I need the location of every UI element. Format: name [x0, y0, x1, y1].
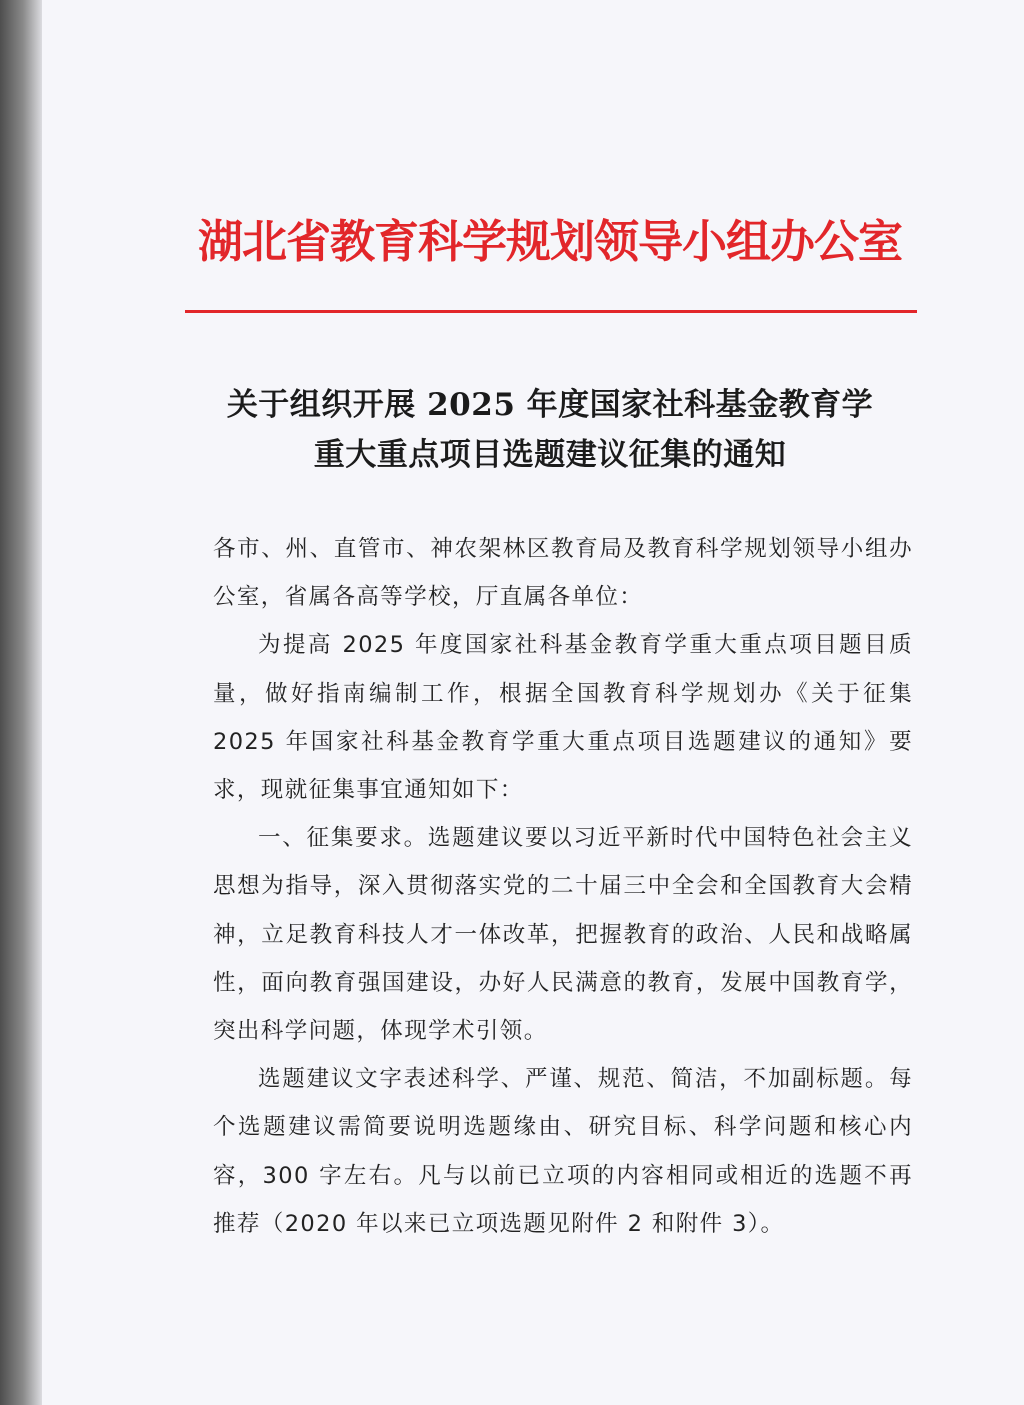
- requirements-paragraph: 一、征集要求。选题建议要以习近平新时代中国特色社会主义思想为指导，深入贯彻落实党的二十届三中全会和全国教育大会精神，立足教育科技人才一体改革，把握教育的政治、人民和战略属性，面向教育强国建设，办好人民满意的教育，发展中国教育学，突出科学问题，体现学术引领。: [213, 825, 913, 1045]
- document-body: [213, 525, 913, 1248]
- document-title: [150, 380, 950, 480]
- title-line-2: 重大重点项目选题建议征集的通知: [313, 437, 787, 473]
- issuing-org-header: 湖北省教育科学规划领导小组办公室: [197, 215, 902, 268]
- scan-shadow-edge: [0, 0, 42, 1405]
- format-paragraph: 选题建议文字表述科学、严谨、规范、简洁，不加副标题。每个选题建议需简要说明选题缘由、研究目标、科学问题和核心内容，300 字左右。凡与以前已立项的内容相同或相近的选题不再推荐（2020 年以来已立项选题见附件 2 和附件 3）。: [213, 1066, 913, 1237]
- header-red-rule: [185, 310, 917, 313]
- addressee-paragraph: 各市、州、直管市、神农架林区教育局及教育科学规划领导小组办公室，省属各高等学校，厅直属各单位：: [213, 536, 913, 611]
- intro-paragraph: 为提高 2025 年度国家社科基金教育学重大重点项目题目质量，做好指南编制工作，根据全国教育科学规划办《关于征集 2025 年国家社科基金教育学重大重点项目选题建议的通知》要求，现就征集事宜通知如下：: [213, 632, 913, 804]
- title-line-1: 关于组织开展 2025 年度国家社科基金教育学: [226, 387, 874, 423]
